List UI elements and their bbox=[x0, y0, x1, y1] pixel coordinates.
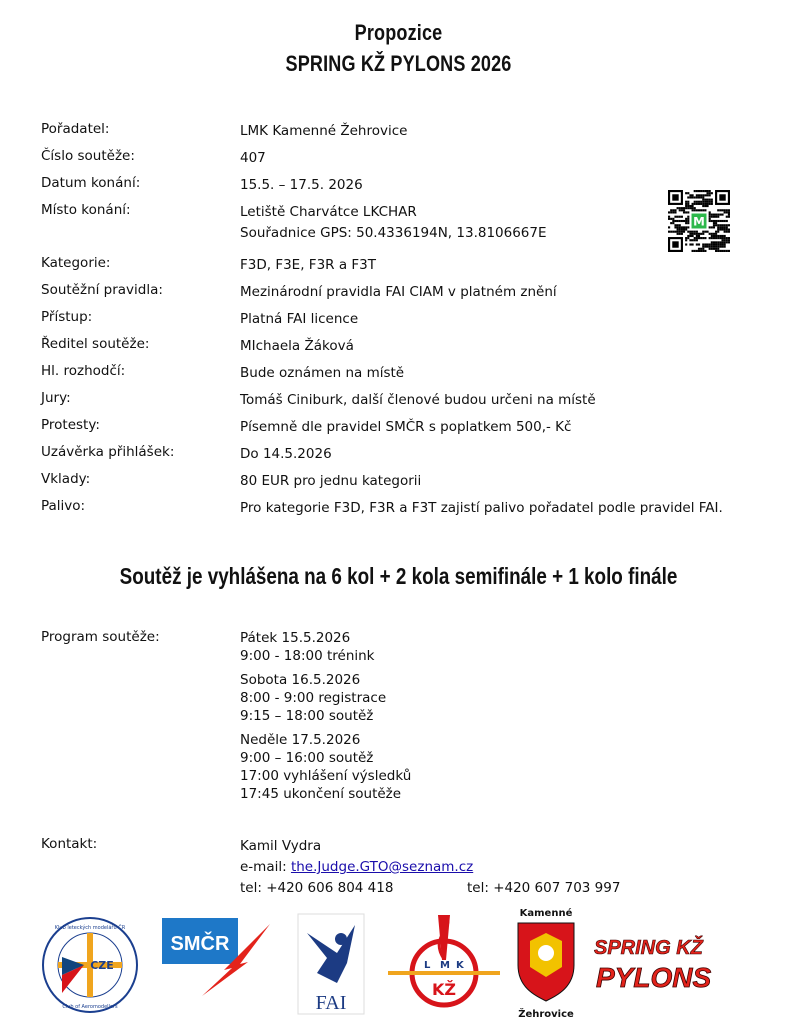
info-value-line: 15.5. – 17.5. 2026 bbox=[240, 177, 363, 193]
info-value bbox=[240, 202, 547, 244]
fai-label: FAI bbox=[315, 992, 347, 1014]
info-value-line: F3D, F3E, F3R a F3T bbox=[240, 257, 376, 273]
info-label: Protesty: bbox=[41, 417, 100, 433]
program-line: Sobota 16.5.2026 bbox=[240, 672, 361, 688]
program-line: 9:00 – 16:00 soutěž bbox=[240, 750, 374, 766]
smcr-logo bbox=[162, 918, 272, 998]
spring-text: SPRING KŽ bbox=[594, 937, 703, 959]
info-value-line: Mezinárodní pravidla FAI CIAM v platném znění bbox=[240, 284, 557, 300]
kamenne-zehrovice-crest bbox=[510, 903, 582, 1021]
info-value-line: Tomáš Ciniburk, další členové budou určeni na místě bbox=[240, 392, 596, 408]
info-label: Místo konání: bbox=[41, 202, 131, 218]
program-line: 9:00 - 18:00 trénink bbox=[240, 648, 375, 664]
info-value bbox=[240, 255, 376, 276]
info-value-line: Letiště Charvátce LKCHAR bbox=[240, 204, 417, 220]
info-label: Datum konání: bbox=[41, 175, 141, 191]
lmk-m: M bbox=[440, 960, 450, 971]
info-label: Pořadatel: bbox=[41, 121, 110, 137]
info-value bbox=[240, 363, 404, 384]
program-line: Pátek 15.5.2026 bbox=[240, 630, 351, 646]
info-label: Číslo soutěže: bbox=[41, 148, 135, 164]
info-label: Uzávěrka přihlášek: bbox=[41, 444, 175, 460]
info-value bbox=[240, 148, 266, 169]
qr-code-icon bbox=[668, 190, 730, 252]
program-line: 17:45 ukončení soutěže bbox=[240, 786, 402, 802]
info-value-line: Písemně dle pravidel SMČR s poplatkem 500,- Kč bbox=[240, 419, 572, 435]
program-line: 17:00 vyhlášení výsledků bbox=[240, 768, 412, 784]
document-title: Propozice bbox=[354, 20, 443, 45]
info-label: Přístup: bbox=[41, 309, 93, 325]
info-value-line: Platná FAI licence bbox=[240, 311, 359, 327]
program-label: Program soutěže: bbox=[41, 629, 160, 645]
program-day bbox=[240, 671, 411, 725]
info-value-line: Do 14.5.2026 bbox=[240, 446, 332, 462]
info-value bbox=[240, 121, 407, 142]
pylons-text: PYLONS bbox=[596, 962, 712, 993]
program-line: 8:00 - 9:00 registrace bbox=[240, 690, 387, 706]
info-value bbox=[240, 471, 421, 492]
program-day bbox=[240, 629, 411, 665]
info-value bbox=[240, 498, 723, 519]
crest-top-text: Kamenné bbox=[519, 908, 573, 919]
info-label: Hl. rozhodčí: bbox=[41, 363, 126, 379]
info-value-line: 407 bbox=[240, 150, 266, 166]
lmk-kz: KŽ bbox=[432, 980, 456, 999]
info-value-line: MIchaela Žáková bbox=[240, 338, 354, 354]
crest-bottom-text: Žehrovice bbox=[518, 1009, 574, 1020]
program-line: Neděle 17.5.2026 bbox=[240, 732, 361, 748]
info-value-line: Bude oznámen na místě bbox=[240, 365, 405, 381]
smcr-label: SMČR bbox=[170, 933, 230, 955]
spring-kz-pylons-logo bbox=[592, 932, 750, 994]
cze-top-text: Klub leteckých modelářů ČR bbox=[54, 925, 126, 931]
info-label: Jury: bbox=[41, 390, 71, 406]
info-value bbox=[240, 309, 358, 330]
cze-bottom-text: Club of Aeromodellers bbox=[62, 1004, 118, 1010]
phone-1: tel: +420 606 804 418 bbox=[240, 880, 394, 896]
info-value bbox=[240, 417, 571, 438]
info-label: Ředitel soutěže: bbox=[41, 336, 150, 352]
info-value bbox=[240, 444, 332, 465]
lmk-l: L bbox=[424, 960, 431, 971]
event-title: SPRING KŽ PYLONS 2026 bbox=[285, 51, 512, 76]
phone-2: tel: +420 607 703 997 bbox=[467, 880, 621, 896]
qr-center-label: M bbox=[693, 214, 705, 229]
contact-label: Kontakt: bbox=[41, 836, 98, 852]
info-value-line: LMK Kamenné Žehrovice bbox=[240, 123, 408, 139]
info-value bbox=[240, 390, 596, 411]
info-label: Soutěžní pravidla: bbox=[41, 282, 163, 298]
info-label: Vklady: bbox=[41, 471, 91, 487]
info-value-line: Pro kategorie F3D, F3R a F3T zajistí palivo pořadatel podle pravidel FAI. bbox=[240, 500, 723, 516]
info-value bbox=[240, 282, 557, 303]
contact-name: Kamil Vydra bbox=[240, 838, 322, 854]
info-value-line: 80 EUR pro jednu kategorii bbox=[240, 473, 422, 489]
fai-logo bbox=[297, 913, 365, 1015]
email-prefix: e-mail: bbox=[240, 859, 291, 875]
cze-label: CZE bbox=[90, 959, 114, 972]
info-value bbox=[240, 336, 354, 357]
info-label: Palivo: bbox=[41, 498, 86, 514]
program-day bbox=[240, 731, 411, 803]
cze-club-logo bbox=[40, 915, 140, 1015]
lmk-k: K bbox=[456, 960, 464, 971]
info-value-line: Souřadnice GPS: 50.4336194N, 13.8106667E bbox=[240, 225, 547, 241]
program-line: 9:15 – 18:00 soutěž bbox=[240, 708, 374, 724]
lmk-logo bbox=[388, 915, 500, 1010]
competition-headline: Soutěž je vyhlášena na 6 kol + 2 kola semifinále + 1 kolo finále bbox=[119, 563, 678, 589]
info-label: Kategorie: bbox=[41, 255, 111, 271]
email-link[interactable]: the.Judge.GTO@seznam.cz bbox=[290, 859, 474, 875]
info-value bbox=[240, 175, 363, 196]
